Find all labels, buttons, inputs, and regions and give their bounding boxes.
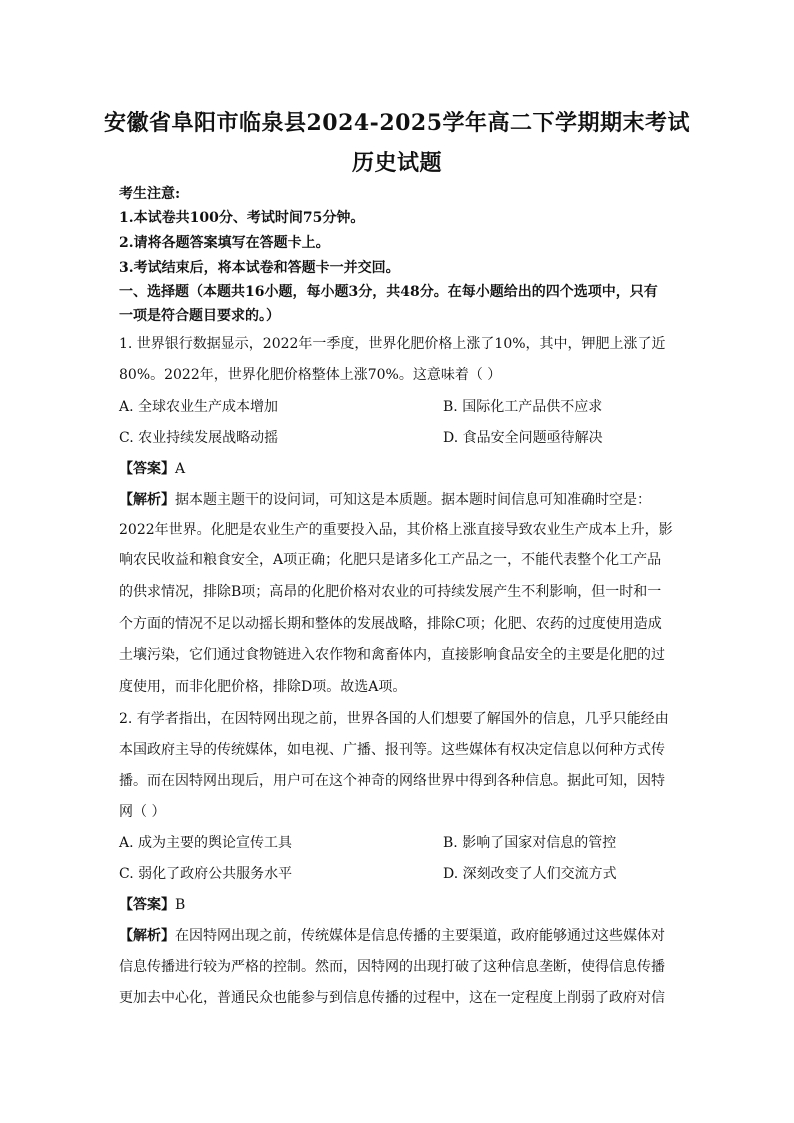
q1-analysis-line: 2022年世界。化肥是农业生产的重要投入品，其价格上涨直接导致农业生产成本上升，影 bbox=[119, 522, 673, 538]
q2-analysis-line: 信息传播进行较为严格的控制。然而，因特网的出现打破了这种信息垄断，使得信息传播 bbox=[119, 959, 665, 975]
exam-subtitle: 历史试题 bbox=[351, 150, 442, 176]
analysis-text: 在因特网出现之前，传统媒体是信息传播的主要渠道，政府能够通过这些媒体对 bbox=[175, 928, 665, 944]
q1-answer bbox=[119, 459, 679, 479]
question-2-stem: 本国政府主导的传统媒体，如电视、广播、报刊等。这些媒体有权决定信息以何种方式传 bbox=[119, 742, 665, 758]
question-2-stem: 播。而在因特网出现后，用户可在这个神奇的网络世界中得到各种信息。据此可知，因特 bbox=[119, 773, 665, 789]
q2-option-d: D. 深刻改变了人们交流方式 bbox=[443, 866, 617, 882]
q1-option-a: A. 全球农业生产成本增加 bbox=[119, 399, 279, 415]
answer-label: 【答案】 bbox=[119, 461, 175, 477]
q2-answer bbox=[119, 895, 679, 915]
analysis-label: 【解析】 bbox=[119, 492, 175, 508]
answer-value: A bbox=[175, 461, 186, 477]
notice-item: 3.考试结束后，将本试卷和答题卡一并交回。 bbox=[119, 260, 400, 276]
q1-analysis-line bbox=[119, 490, 679, 510]
q2-option-a: A. 成为主要的舆论宣传工具 bbox=[119, 835, 293, 851]
q1-option-b: B. 国际化工产品供不应求 bbox=[443, 399, 603, 415]
q1-analysis-line: 个方面的情况不足以动摇长期和整体的发展战略，排除C项；化肥、农药的过度使用造成 bbox=[119, 616, 662, 632]
q2-analysis-line: 更加去中心化，普通民众也能参与到信息传播的过程中，这在一定程度上削弱了政府对信 bbox=[119, 990, 665, 1006]
answer-label: 【答案】 bbox=[119, 897, 175, 913]
section-heading-cont: 一项是符合题目要求的。） bbox=[119, 308, 280, 324]
answer-value: B bbox=[175, 897, 186, 913]
question-1-stem: 80%。2022年，世界化肥价格整体上涨70%。这意味着（ ） bbox=[119, 367, 502, 383]
notice-item: 2.请将各题答案填写在答题卡上。 bbox=[119, 235, 330, 251]
notice-item: 1.本试卷共100分、考试时间75分钟。 bbox=[119, 210, 365, 226]
q1-option-c: C. 农业持续发展战略动摇 bbox=[119, 430, 279, 446]
q2-analysis-line bbox=[119, 926, 679, 946]
q2-option-c: C. 弱化了政府公共服务水平 bbox=[119, 866, 293, 882]
q1-analysis-line: 土壤污染，它们通过食物链进入农作物和禽畜体内，直接影响食品安全的主要是化肥的过 bbox=[119, 647, 665, 663]
q1-analysis-line: 度使用，而非化肥价格，排除D项。故选A项。 bbox=[119, 679, 407, 695]
analysis-text: 据本题主题干的设问词，可知这是本质题。据本题时间信息可知准确时空是： bbox=[175, 492, 651, 508]
q1-analysis-line: 响农民收益和粮食安全，A项正确；化肥只是诸多化工产品之一，不能代表整个化工产品 bbox=[119, 552, 662, 568]
question-2-stem: 2. 有学者指出，在因特网出现之前，世界各国的人们想要了解国外的信息，几乎只能经由 bbox=[119, 711, 669, 727]
analysis-label: 【解析】 bbox=[119, 928, 175, 944]
section-heading: 一、选择题（本题共16小题，每小题3分，共48分。在每小题给出的四个选项中，只有 bbox=[119, 284, 658, 300]
exam-title: 安徽省阜阳市临泉县2024-2025学年高二下学期期末考试 bbox=[103, 110, 691, 136]
notice-heading: 考生注意: bbox=[119, 186, 181, 202]
question-1-stem: 1. 世界银行数据显示，2022年一季度，世界化肥价格上涨了10%，其中，钾肥上涨了近 bbox=[119, 336, 666, 352]
q1-option-d: D. 食品安全问题亟待解决 bbox=[443, 430, 603, 446]
question-2-stem: 网（ ） bbox=[119, 804, 166, 820]
q2-option-b: B. 影响了国家对信息的管控 bbox=[443, 835, 617, 851]
q1-analysis-line: 的供求情况，排除B项；高昂的化肥价格对农业的可持续发展产生不利影响，但一时和一 bbox=[119, 584, 662, 600]
